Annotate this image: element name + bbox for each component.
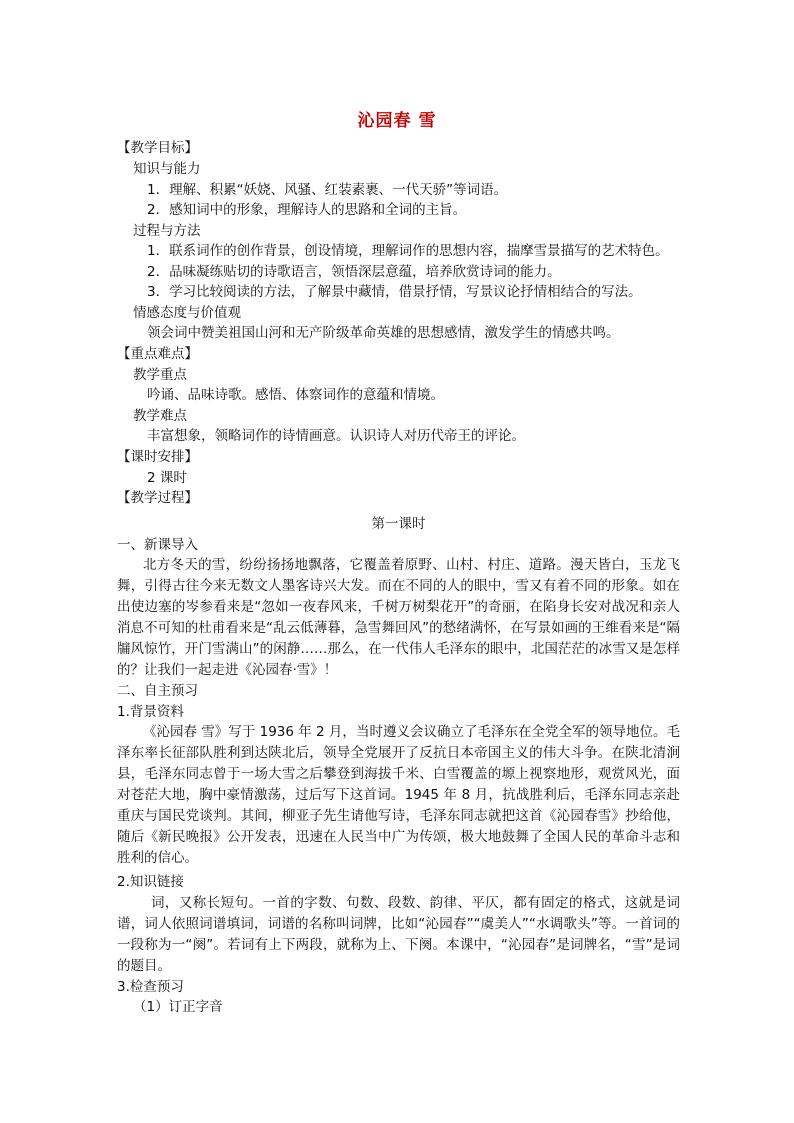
check-item-1: （1）订正字音	[133, 999, 223, 1015]
schedule-heading: 【课时安排】	[117, 448, 198, 465]
document-body	[117, 138, 680, 509]
lesson-body	[117, 514, 680, 1018]
keypoints-heading: 【重点难点】	[117, 345, 198, 362]
section1-paragraph: 北方冬天的雪，纷纷扬扬地飘落，它覆盖着原野、山村、村庄、道路。漫天皆白，玉龙飞舞，引得古往今来无数文人墨客诗兴大发。而在不同的人的眼中，雪又有着不同的形象。如在出使边塞的岑参看来是“忽如一夜春风来，千树万树梨花开”的奇丽，在陷身长安对战况和亲人消息不可知的杜甫看来是“乱云低薄暮，急雪舞回风”的愁绪满怀，在写景如画的王维看来是“隔牖风惊竹，开门雪满山”的闲静……那么，在一代伟人毛泽东的眼中，北国茫茫的冰雪又是怎样的？让我们一起走进《沁园春·雪》！	[117, 557, 680, 678]
process-item-2: 2．品味凝练贴切的诗歌语言，领悟深层意蕴，培养欣赏诗词的能力。	[147, 263, 561, 280]
background-paragraph: 《沁园春 雪》写于 1936 年 2 月，当时遵义会议确立了毛泽东在全党全军的领导地位。毛泽东率长征部队胜利到达陕北后，领导全党展开了反抗日本帝国主义的伟大斗争。在陕北清涧县，毛泽东同志曾于一场大雪之后攀登到海拔千米、白雪覆盖的塬上视察地形，观赏风光，面对苍茫大地，胸中豪情激荡，过后写下这首词。1945 年 8 月，抗战胜利后，毛泽东同志亲赴重庆与国民党谈判。其间，柳亚子先生请他写诗，毛泽东同志就把这首《沁园春雪》抄给他，随后《新民晚报》公开发表，迅速在人民当中广为传颂，极大地鼓舞了全国人民的革命斗志和胜利的信心。	[117, 724, 680, 866]
process-item-3: 3．学习比较阅读的方法，了解景中藏情，借景抒情，写景议论抒情相结合的写法。	[147, 284, 642, 300]
background-heading: 1.背景资料	[117, 703, 184, 720]
schedule-value: 2 课时	[147, 469, 187, 486]
process-heading: 【教学过程】	[117, 490, 198, 506]
objectives-heading: 【教学目标】	[117, 140, 198, 156]
section2-heading: 二、自主预习	[117, 683, 198, 699]
document-title: 沁园春 雪	[357, 111, 437, 131]
focus-label: 教学重点	[133, 366, 187, 383]
difficulty-text: 丰富想象，领略词作的诗情画意。认识诗人对历代帝王的评论。	[147, 428, 525, 444]
check-heading: 3.检查预习	[117, 978, 184, 995]
knowledge-label: 知识与能力	[133, 161, 201, 177]
knowledge-item-1: 1．理解、积累“妖娆、风骚、红装素裹、一代天骄”等词语。	[147, 181, 508, 198]
section1-heading: 一、新课导入	[117, 536, 198, 553]
knowledge-item-2: 2．感知词中的形象，理解诗人的思路和全词的主旨。	[147, 202, 467, 218]
process-label: 过程与方法	[133, 222, 201, 239]
emotion-label: 情感态度与价值观	[133, 304, 241, 321]
lesson-title: 第一课时	[371, 516, 426, 532]
knowledge-link-paragraph: 词，又称长短句。一首的字数、句数、段数、韵律、平仄，都有固定的格式，这就是词谱，词人依照词谱填词，词谱的名称叫词牌，比如“沁园春”“虞美人”“水调歌头”等。一首词的一段称为一“阕”。若词有上下两段，就称为上、下阕。本课中，“沁园春”是词牌名，“雪”是词的题目。	[117, 894, 680, 974]
process-item-1: 1．联系词作的创作背景，创设情境，理解词作的思想内容，揣摩雪景描写的艺术特色。	[147, 243, 669, 259]
knowledge-link-heading: 2.知识链接	[117, 874, 184, 890]
emotion-text: 领会词中赞美祖国山河和无产阶级革命英雄的思想感情，激发学生的情感共鸣。	[147, 325, 620, 341]
difficulty-label: 教学难点	[133, 407, 187, 424]
focus-text: 吟诵、品味诗歌。感悟、体察词作的意蕴和情境。	[147, 387, 444, 403]
